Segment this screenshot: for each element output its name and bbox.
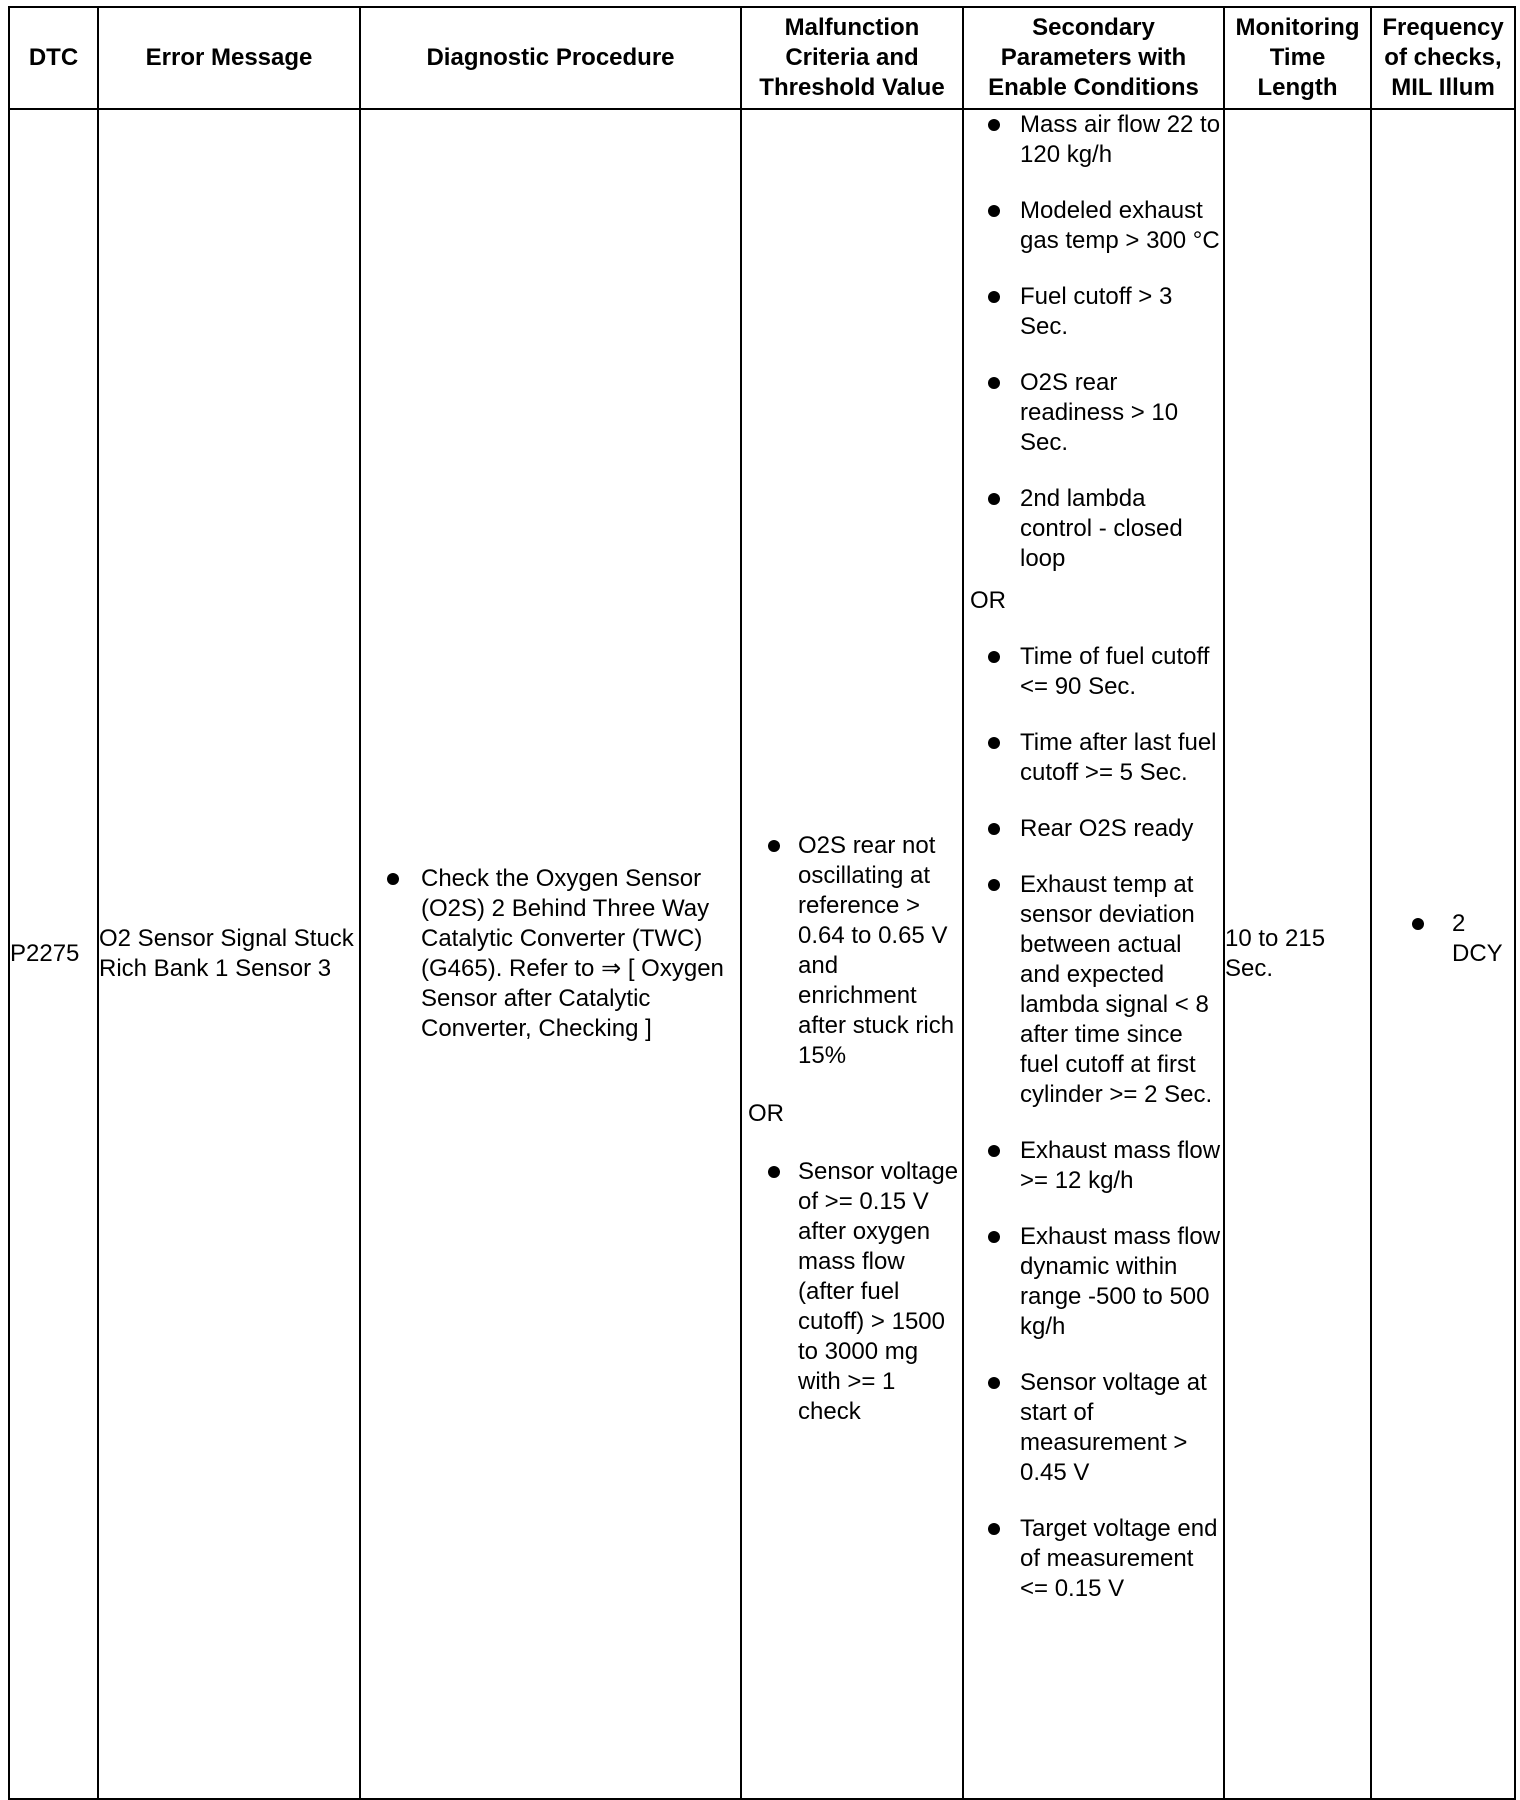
secondary-list-1 — [964, 110, 1223, 574]
secondary-text: Sensor voltage at start of measurement > 0.45 V — [1020, 1369, 1207, 1486]
secondary-text: 2nd lambda control - closed loop — [1020, 485, 1183, 572]
secondary-item — [964, 484, 1223, 574]
monitoring-time: 10 to 215 Sec. — [1224, 109, 1371, 1799]
header-diagnostic-procedure: Diagnostic Procedure — [360, 7, 741, 109]
criteria-item — [742, 831, 962, 1071]
header-secondary-parameters: Secondary Parameters with Enable Conditions — [963, 7, 1224, 109]
secondary-or-label: OR — [970, 587, 1006, 614]
secondary-text: Exhaust temp at sensor deviation between actual and expected lambda signal < 8 after time since fuel cutoff at first cylinder >= 2 Sec. — [1020, 871, 1213, 1108]
bullet-icon — [988, 737, 1000, 749]
dtc-code: P2275 — [9, 109, 98, 1799]
bullet-icon — [988, 119, 1000, 131]
secondary-text: Exhaust mass flow dynamic within range -500 to 500 kg/h — [1020, 1223, 1221, 1340]
procedure-list — [361, 864, 740, 1044]
header-error-message: Error Message — [98, 7, 360, 109]
criteria-item — [742, 1157, 962, 1427]
malfunction-criteria-cell — [741, 109, 963, 1799]
header-row — [9, 7, 1515, 109]
secondary-text: Target voltage end of measurement <= 0.15 V — [1020, 1515, 1218, 1602]
bullet-icon — [988, 1377, 1000, 1389]
bullet-icon — [988, 1523, 1000, 1535]
bullet-icon — [988, 377, 1000, 389]
secondary-text: Time of fuel cutoff <= 90 Sec. — [1020, 643, 1210, 700]
criteria-text: O2S rear not oscillating at reference > 0.64 to 0.65 V and enrichment after stuck rich 15% — [798, 832, 955, 1069]
frequency-cell — [1371, 109, 1515, 1799]
bullet-icon — [988, 1231, 1000, 1243]
secondary-item — [964, 282, 1223, 342]
secondary-text: Modeled exhaust gas temp > 300 °C — [1020, 197, 1220, 254]
procedure-text: Check the Oxygen Sensor (O2S) 2 Behind Three Way Catalytic Converter (TWC) (G465). Refer to ⇒ [ Oxygen Sensor after Catalytic Converter, Checking ] — [421, 865, 724, 1042]
bullet-icon — [387, 873, 399, 885]
secondary-text: Rear O2S ready — [1020, 815, 1194, 842]
secondary-item — [964, 870, 1223, 1110]
criteria-text: Sensor voltage of >= 0.15 V after oxygen mass flow (after fuel cutoff) > 1500 to 3000 mg with >= 1 check — [798, 1158, 959, 1425]
procedure-item — [385, 864, 740, 1044]
criteria-list-2 — [742, 1157, 962, 1427]
secondary-text: Time after last fuel cutoff >= 5 Sec. — [1020, 729, 1217, 786]
secondary-text: O2S rear readiness > 10 Sec. — [1020, 369, 1179, 456]
bullet-icon — [988, 1145, 1000, 1157]
bullet-icon — [988, 823, 1000, 835]
secondary-text: Mass air flow 22 to 120 kg/h — [1020, 111, 1221, 168]
table-row — [9, 109, 1515, 1799]
secondary-item — [964, 642, 1223, 702]
secondary-item — [964, 196, 1223, 256]
bullet-icon — [768, 840, 780, 852]
secondary-item — [964, 1222, 1223, 1342]
bullet-icon — [988, 291, 1000, 303]
secondary-item — [964, 1368, 1223, 1488]
secondary-item — [964, 368, 1223, 458]
secondary-list-2 — [964, 642, 1223, 1604]
secondary-text: Exhaust mass flow >= 12 kg/h — [1020, 1137, 1221, 1194]
diagnostic-procedure-cell — [360, 109, 741, 1799]
frequency-text: 2 DCY — [1452, 910, 1503, 967]
frequency-list — [1372, 909, 1514, 969]
bullet-icon — [988, 493, 1000, 505]
bullet-icon — [988, 879, 1000, 891]
frequency-item — [1396, 909, 1514, 969]
secondary-text: Fuel cutoff > 3 Sec. — [1020, 283, 1173, 340]
bullet-icon — [1412, 918, 1424, 930]
secondary-parameters-cell — [963, 109, 1224, 1799]
error-message: O2 Sensor Signal Stuck Rich Bank 1 Sensor 3 — [98, 109, 360, 1799]
header-frequency: Frequency of checks, MIL Illum — [1371, 7, 1515, 109]
dtc-table — [8, 6, 1516, 1800]
header-malfunction-criteria: Malfunction Criteria and Threshold Value — [741, 7, 963, 109]
bullet-icon — [768, 1166, 780, 1178]
secondary-item — [964, 728, 1223, 788]
secondary-item — [964, 814, 1223, 844]
criteria-or-label: OR — [748, 1100, 784, 1127]
header-monitoring-time: Monitoring Time Length — [1224, 7, 1371, 109]
bullet-icon — [988, 205, 1000, 217]
secondary-item — [964, 1136, 1223, 1196]
criteria-list-1 — [742, 831, 962, 1071]
secondary-item — [964, 1514, 1223, 1604]
secondary-item — [964, 110, 1223, 170]
bullet-icon — [988, 651, 1000, 663]
header-dtc: DTC — [9, 7, 98, 109]
